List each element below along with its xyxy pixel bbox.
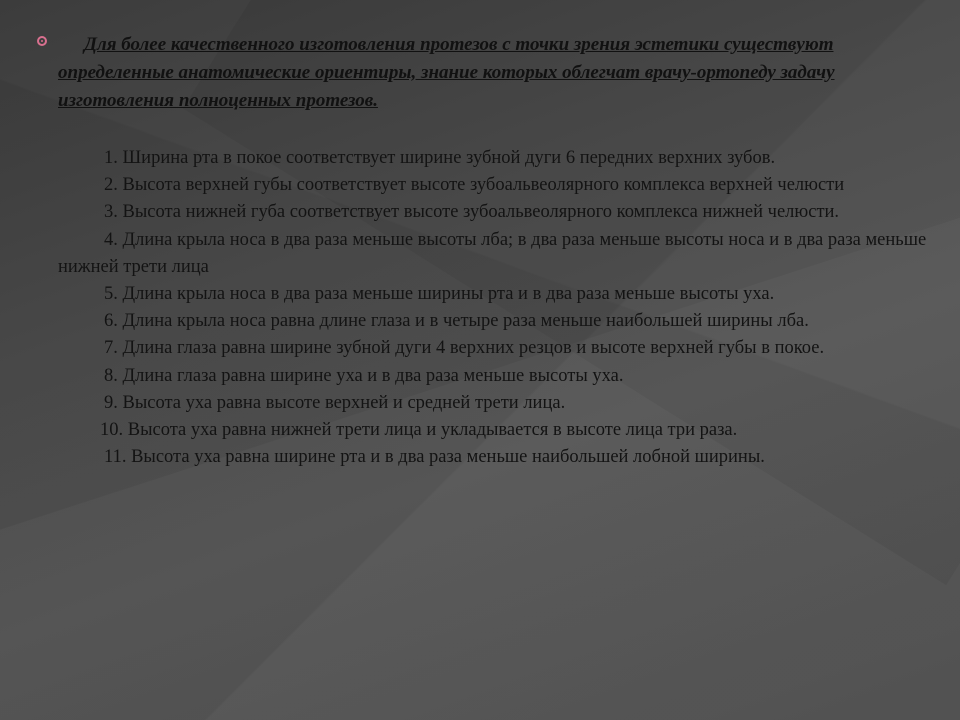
list-item: 3. Высота нижней губа соответствует высоте зубоальвеолярного комплекса нижней челюсти. xyxy=(104,202,840,223)
slide-heading xyxy=(58,31,918,115)
list-item: 2. Высота верхней губы соответствует высоте зубоальвеолярного комплекса верхней челюсти xyxy=(104,175,845,196)
list-item: 4. Длина крыла носа в два раза меньше высоты лба; в два раза меньше высоты носа и в два раза меньше нижней трети лица xyxy=(58,229,927,277)
landmarks-list xyxy=(58,145,930,471)
circle-bullet-icon xyxy=(37,36,47,46)
list-item: 9. Высота уха равна высоте верхней и средней трети лица. xyxy=(104,392,566,413)
list-item: 1. Ширина рта в покое соответствует ширине зубной дуги 6 передних верхних зубов. xyxy=(104,148,776,168)
list-item: 6. Длина крыла носа равна длине глаза и в четыре раза меньше наибольшей ширины лба. xyxy=(104,311,809,332)
list-item: 11. Высота уха равна ширине рта и в два раза меньше наибольшей лобной ширины. xyxy=(104,447,765,468)
list-item: 7. Длина глаза равна ширине зубной дуги 4 верхних резцов и высоте верхней губы в покое. xyxy=(104,338,825,359)
list-item: 10. Высота уха равна нижней трети лица и укладывается в высоте лица три раза. xyxy=(100,420,738,441)
heading-text: Для более качественного изготовления протезов с точки зрения эстетики существуют определенные анатомические ориентиры, знание которых облегчат врачу-ортопеду задачу изготовления полноценных протезов. xyxy=(58,34,835,111)
list-item: 8. Длина глаза равна ширине уха и в два раза меньше высоты уха. xyxy=(104,365,624,386)
list-item: 5. Длина крыла носа в два раза меньше ширины рта и в два раза меньше высоты уха. xyxy=(104,284,775,305)
